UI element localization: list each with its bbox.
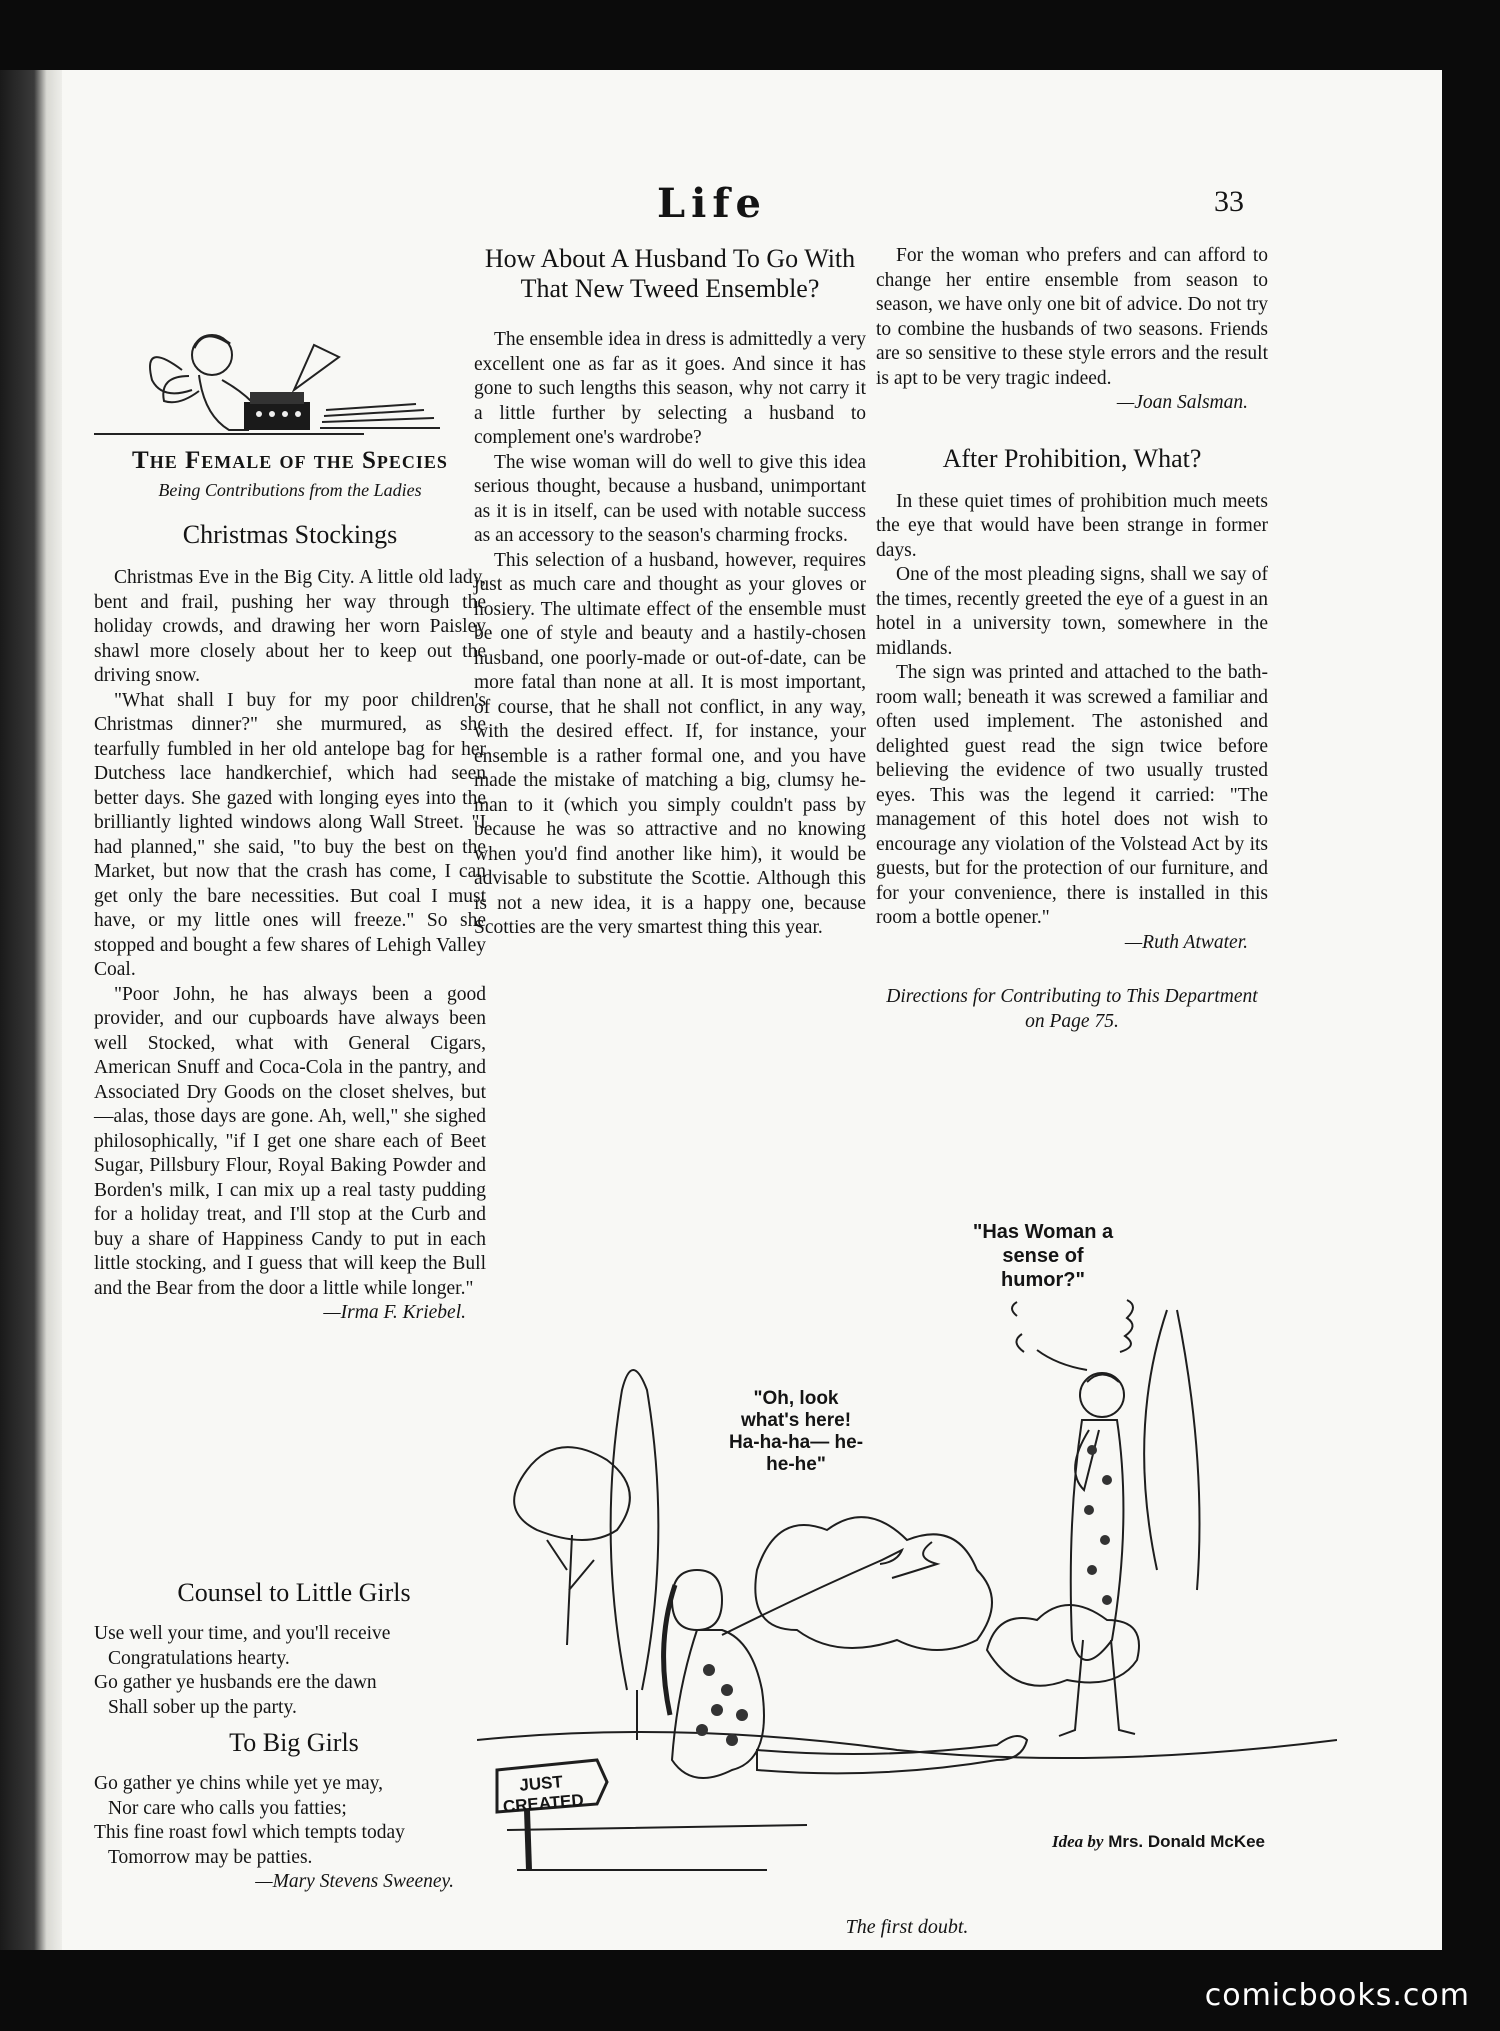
poem-line: Tomorrow may be patties.: [108, 1846, 313, 1868]
watermark: comicbooks.com: [1204, 1978, 1470, 2013]
department-subtitle: Being Contributions from the Ladies: [158, 480, 422, 500]
christmas-stockings-article: [94, 520, 486, 1326]
magazine-title: Life: [657, 180, 767, 227]
cartoon-illustration: [477, 1270, 1337, 1890]
article-paragraph: For the woman who prefers and can afford to change her entire ensemble from season to season, we have only one bit of advice. Do not try to combine the husbands of two seasons. Friends are so sensitive to these style errors and the result is apt to be very tragic indeed.: [876, 245, 1268, 389]
poem-line: Nor care who calls you fatties;: [108, 1797, 347, 1819]
book-binding: [0, 70, 62, 1950]
contributing-directions: Directions for Contributing to This Department on Page 75.: [886, 986, 1258, 1032]
article-title: After Prohibition, What?: [942, 443, 1202, 473]
man-speech-bubble: "Has Woman a sense of humor?": [972, 1221, 1114, 1291]
article-paragraph: This selection of a husband, however, requires just as much care and thought as your gloves or hosiery. The ultimate effect of the ensemble must be one of style and beauty and a hastily-chosen husband, one poorly-made or out-of-date, can be more fatal than none at all. It is most important, of course, that he shall not conflict, in any way, with the desired effect. If, for instance, your ensemble is a rather formal one, and you have made the mistake of matching a big, clumsy he-man to it (which you simply couldn't pass by because he was so attractive and no knowing when you'd find another like him), it would be advisable to substitute the Scottie. Although this is not a new idea, it is a happy one, because Scotties are the very smartest thing this year.: [474, 549, 866, 938]
tweed-ensemble-article: [474, 244, 866, 941]
article-paragraph: The wise woman will do well to give this idea serious thought, because a husband, unimportant as it is in itself, can be used with notable success as an accessory to the season's charming frocks.: [474, 451, 866, 546]
poem-line: Shall sober up the party.: [108, 1696, 297, 1718]
article-paragraph: The ensemble idea in dress is admittedly a very excellent one as far as it goes. And since it has gone to such lengths this season, why not carry it a little further by selecting a husband to complement one's wardrobe?: [474, 329, 866, 448]
article-paragraph: Christmas Eve in the Big City. A little old lady, bent and frail, pushing her way through the holiday crowds, and drawing her worn Paisley shawl more closely about her to keep out the driving snow.: [94, 567, 486, 686]
counsel-poem: [94, 1578, 494, 1720]
poem-line: This fine roast fowl which tempts today: [94, 1822, 405, 1843]
sign-text: JUST CREATED: [502, 1772, 585, 1817]
article-paragraph: One of the most pleading signs, shall we say of the times, recently greeted the eye of a guest in an hotel in a university town, somewhere in the midlands.: [876, 564, 1268, 659]
article-paragraph: "Poor John, he has always been a good provider, and our cupboards have always been well Stocked, what with General Cigars, American Snuff and Coca-Cola in the pantry, and Associated Dry Goods on the closet shelves, but—alas, those days are gone. Ah, well," she sighed philosophically, "if I get one share each of Beet Sugar, Pillsbury Flour, Royal Baking Powder and Borden's milk, I can mix up a real tasty pudding for a holiday treat, and I'll stop at the Curb and buy a share of Happiness Candy to put in each little stocking, and I guess that will keep the Bull and the Bear from the door a little while longer.": [94, 983, 486, 1299]
column-three: [876, 244, 1268, 1034]
article-paragraph: The sign was printed and attached to the bath-room wall; beneath it was screwed a familiar and often used implement. The astonished and delighted guest read the sign twice before believing the evidence of two usually trusted eyes. This was the legend it carried: "The management of this hotel does not wish to encourage any violation of the Volstead Act by its guests, but for the protection of our furniture, and for your convenience, there is installed in this room a bottle opener.": [876, 662, 1268, 928]
department-heading: [94, 310, 486, 500]
article-byline: —Joan Salsman.: [1116, 392, 1248, 413]
cartoon-credit: [1052, 1832, 1265, 1852]
cartoon-caption: The first doubt.: [845, 1916, 969, 1938]
big-girls-poem: [94, 1728, 494, 1895]
poem-line: Go gather ye husbands ere the dawn: [94, 1672, 377, 1693]
article-byline: —Ruth Atwater.: [1124, 931, 1248, 953]
poem-line: Use well your time, and you'll receive: [94, 1623, 391, 1644]
page-number: 33: [1214, 185, 1244, 218]
article-paragraph: In these quiet times of prohibition much meets the eye that would have been strange in former days.: [876, 490, 1268, 561]
poem-byline: —Mary Stevens Sweeney.: [255, 1871, 454, 1892]
poem-line: Congratulations hearty.: [108, 1647, 290, 1669]
department-title: The Female of the Species: [132, 447, 448, 474]
magazine-page: [62, 70, 1442, 1950]
article-paragraph: "What shall I buy for my poor children's Christmas dinner?" she murmured, as she tearfully fumbled in her old antelope bag for her Dutchess lace handkerchief, which had seen better days. She gazed with longing eyes into the brilliantly lighted windows along Wall Street. "I had planned," she said, "to buy the best on the Market, but now that the crash has come, I can get only the bare necessities. But coal I must have, or my little ones will freeze." So she stopped and bought a few shares of Lehigh Valley Coal.: [94, 689, 486, 980]
article-title: How About A Husband To Go With That New Tweed Ensemble?: [484, 244, 856, 303]
poem-title: Counsel to Little Girls: [177, 1578, 411, 1607]
woman-speech-bubble: "Oh, look what's here! Ha-ha-ha— he-he-he": [728, 1388, 864, 1475]
poem-title: To Big Girls: [229, 1728, 359, 1757]
poem-line: Go gather ye chins while yet ye may,: [94, 1773, 383, 1794]
credit-name: Mrs. Donald McKee: [1108, 1832, 1266, 1851]
credit-prefix: Idea by: [1052, 1832, 1104, 1851]
article-byline: —Irma F. Kriebel.: [323, 1302, 466, 1323]
article-title: Christmas Stockings: [182, 520, 398, 549]
cherub-typewriter-icon: [94, 310, 486, 445]
